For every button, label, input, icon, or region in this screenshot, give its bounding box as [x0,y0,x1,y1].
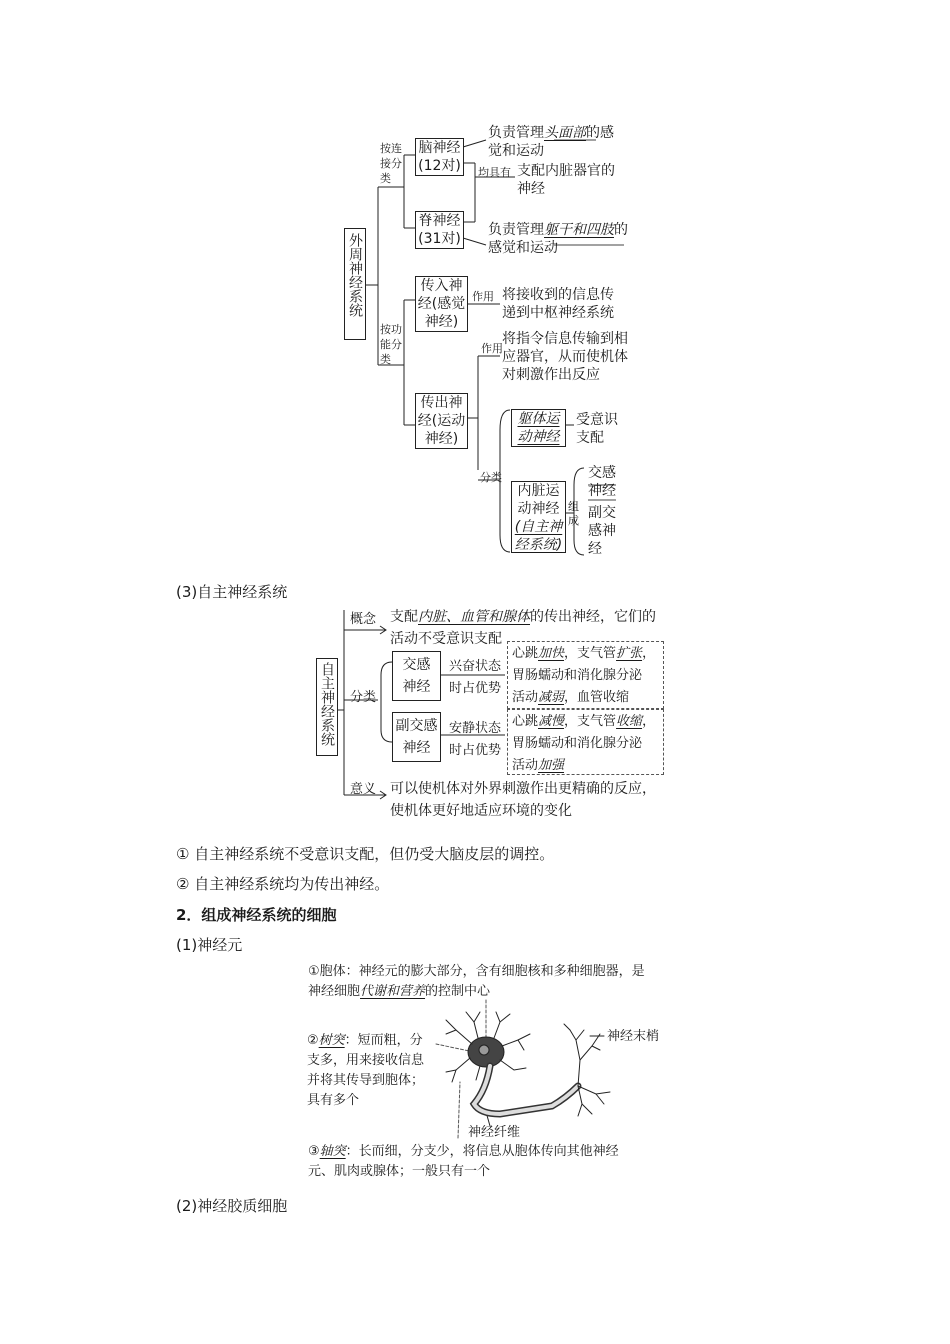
parasympathetic-nerve-text: 副交 感神 经 [588,505,616,557]
meaning-text: 可以使机体对外界刺激作出更精确的反应， 使机体更好地适应环境的变化 [390,781,656,819]
sympathetic-nerve-text: 交感 神经 [588,465,616,499]
excited-state-text: 兴奋状态 时占优势 [449,659,502,696]
sympathetic-effects-box: 心跳加快，支气管扩张， 胃肠蠕动和消化腺分泌 活动减弱，血管收缩 [507,641,664,709]
visceral-motor-box: 内脏运 动神经 (自主神 经系统) [511,481,566,553]
efferent-action-label: 作用 [481,342,503,355]
nerve-ending-label: 神经末梢 [607,1029,660,1044]
compose-label: 组成 [568,500,579,527]
neuron-title: (1)神经元 [176,936,243,954]
both-have-label: 均具有 [478,166,511,179]
somatic-function-text: 受意识 支配 [576,412,618,446]
afferent-nerve-box: 传入神 经(感觉 神经) [415,276,468,332]
autonomic-nervous-system-box: 自主神经系统 [316,658,338,756]
calm-state-text: 安静状态 时占优势 [449,721,502,758]
by-connection-label: 按连接分类 [380,142,402,185]
afferent-action-label: 作用 [472,290,494,303]
spinal-nerve-function: 负责管理躯干和四肢的 感觉和运动 [488,222,628,256]
peripheral-nervous-system-box: 外周神经系统 [344,228,366,340]
brain-nerve-function: 负责管理头面部的感 觉和运动 [488,125,614,159]
sympathetic-box: 交感 神经 [392,651,441,701]
efferent-function-text: 将指令信息传输到相 应器官，从而使机体 对刺激作出反应 [502,331,628,383]
somatic-motor-box: 躯体运 动神经 [511,409,566,447]
dendrite-description: ②树突：短而粗，分 支多，用来接收信息 并将其传导到胞体； 具有多个 [307,1033,425,1108]
note-1: ① 自主神经系统不受意识支配，但仍受大脑皮层的调控。 [176,845,555,863]
section3-title: (3)自主神经系统 [176,583,288,601]
by-function-label: 按功能分类 [380,323,402,366]
efferent-nerve-box: 传出神 经(运动 神经) [415,393,468,449]
visceral-innervation-text: 支配内脏器官的 神经 [517,163,615,197]
parasympathetic-box: 副交感 神经 [392,712,441,762]
glia-title: (2)神经胶质细胞 [176,1197,288,1215]
efferent-classify-label: 分类 [480,471,502,484]
soma-description: ①胞体：神经元的膨大部分，含有细胞核和多种细胞器，是 神经细胞代谢和营养的控制中心 [308,964,645,999]
axon-description: ③轴突：长而细，分支少，将信息从胞体传向其他神经 元、肌肉或腺体；一般只有一个 [308,1144,619,1179]
spinal-nerve-box: 脊神经 (31对) [415,211,464,249]
classify-label: 分类 [350,690,377,705]
section2-title: 2．组成神经系统的细胞 [176,906,337,924]
concept-label: 概念 [350,612,377,627]
note-2: ② 自主神经系统均为传出神经。 [176,875,390,893]
concept-text: 支配内脏、血管和腺体的传出神经，它们的 活动不受意识支配 [390,609,656,647]
brain-nerve-box: 脑神经 (12对) [415,138,464,176]
afferent-function-text: 将接收到的信息传 递到中枢神经系统 [502,287,614,321]
meaning-label: 意义 [350,782,377,797]
parasympathetic-effects-box: 心跳减慢，支气管收缩， 胃肠蠕动和消化腺分泌 活动加强 [507,709,664,775]
nerve-fiber-label: 神经纤维 [468,1125,521,1140]
